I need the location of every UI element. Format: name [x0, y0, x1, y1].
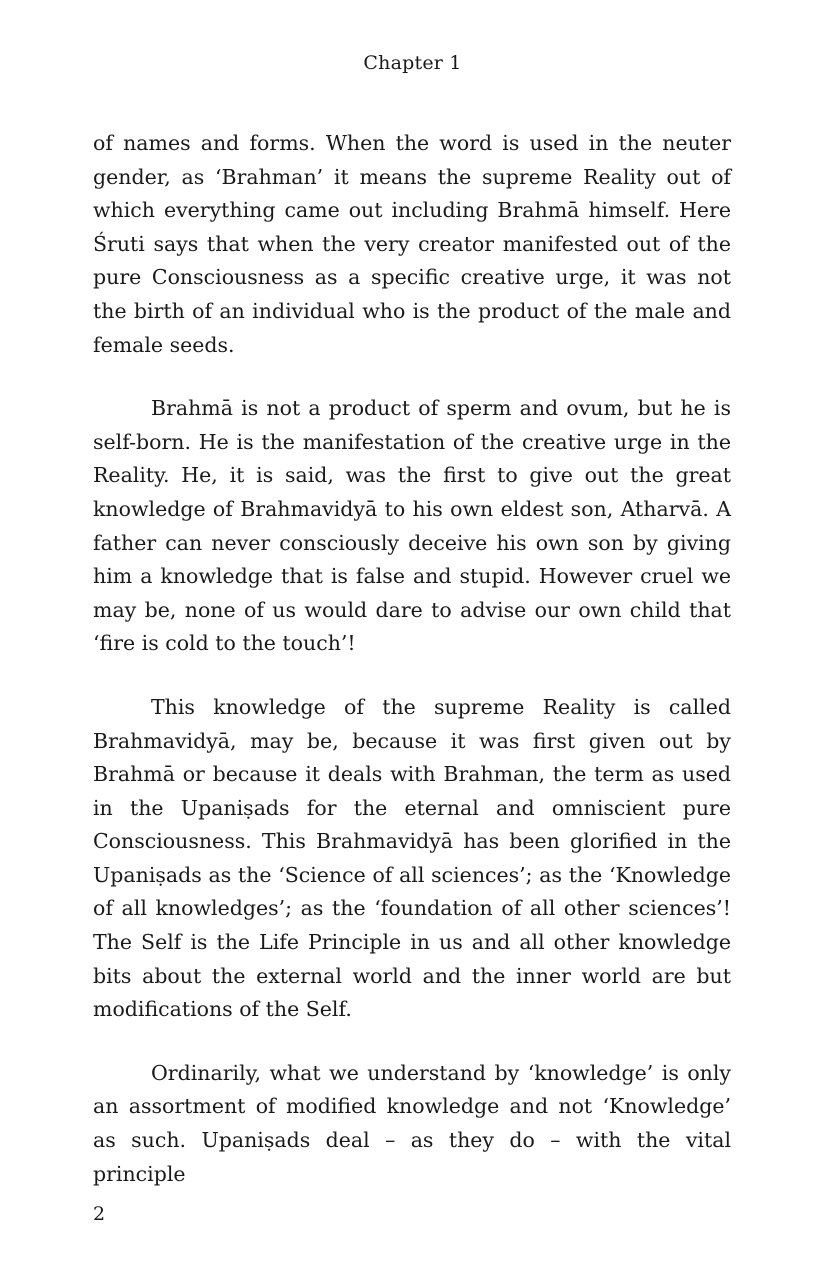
body-text: [93, 127, 731, 1221]
running-head: Chapter 1: [363, 52, 462, 74]
paragraph-continued: of names and forms. When the word is used in the neuter gender, as ‘Brahman’ it means the supreme Reality out of which everything came out including Brahmā himself. Here Śruti says that when the very creator manifested out of the pure Consciousness as a specific creative urge, it was not the birth of an individual who is the product of the male and female seeds.: [93, 131, 731, 357]
page-number: 2: [93, 1203, 106, 1225]
paragraph: Brahmā is not a product of sperm and ovum, but he is self-born. He is the manifestation of the creative urge in the Reality. He, it is said, was the first to give out the great knowledge of Brahmavidyā to his own eldest son, Atharvā. A father can never consciously deceive his own son by giving him a knowledge that is false and stupid. However cruel we may be, none of us would dare to advise our own child that ‘fire is cold to the touch’!: [93, 396, 731, 656]
paragraph: This knowledge of the supreme Reality is called Brahmavidyā, may be, because it was first given out by Brahmā or because it deals with Brahman, the term as used in the Upaniṣads for the eternal and omniscient pure Consciousness. This Brahmavidyā has been glorified in the Upaniṣads as the ‘Science of all sciences’; as the ‘Knowledge of all knowledges’; as the ‘foundation of all other sciences’! The Self is the Life Principle in us and all other knowledge bits about the external world and the inner world are but modifications of the Self.: [93, 694, 731, 1022]
paragraph: Ordinarily, what we understand by ‘knowledge’ is only an assortment of modified knowledge and not ‘Knowledge’ as such. Upaniṣads deal – as they do – with the vital principle: [93, 1060, 731, 1186]
